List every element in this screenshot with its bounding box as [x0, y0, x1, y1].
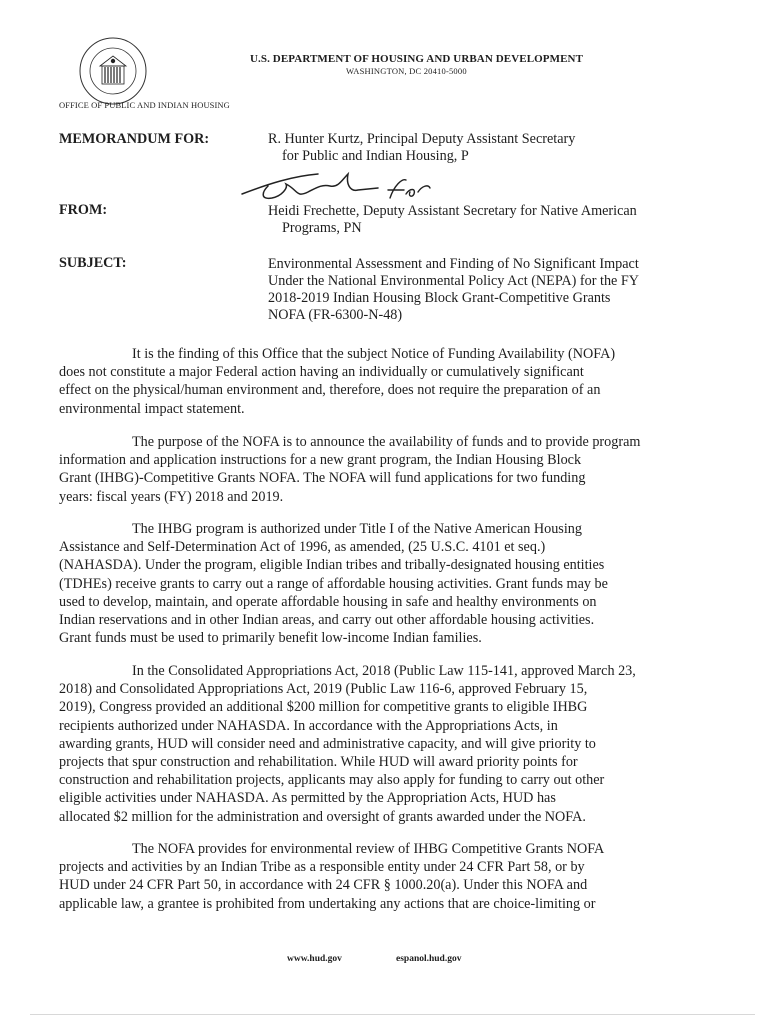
paragraph-line: used to develop, maintain, and operate affordable housing in safe and healthy environments on: [59, 593, 597, 610]
department-name: U.S. DEPARTMENT OF HOUSING AND URBAN DEVELOPMENT: [250, 53, 584, 65]
paragraph-line: Assistance and Self-Determination Act of 1996, as amended, (25 U.S.C. 4101 et seq.): [59, 539, 546, 556]
body-paragraph-5: [59, 840, 681, 913]
paragraph-line: HUD under 24 CFR Part 50, in accordance with 24 CFR § 1000.20(a). Under this NOFA and: [59, 877, 588, 894]
paragraph-line: It is the finding of this Office that the subject Notice of Funding Availability (NOFA): [132, 346, 616, 362]
paragraph-line: environmental impact statement.: [59, 400, 245, 417]
scan-edge-divider: [30, 1014, 755, 1015]
paragraph-line: projects that spur construction and rehabilitation. While HUD will award priority points for: [59, 754, 578, 771]
paragraph-line: years: fiscal years (FY) 2018 and 2019.: [59, 488, 284, 505]
paragraph-line: (NAHASDA). Under the program, eligible Indian tribes and tribally-designated housing entities: [59, 557, 605, 574]
paragraph-line: projects and activities by an Indian Tribe as a responsible entity under 24 CFR Part 58, or by: [59, 859, 585, 876]
paragraph-line: recipients authorized under NAHASDA. In accordance with the Appropriations Acts, in: [59, 717, 558, 734]
paragraph-line: 2018) and Consolidated Appropriations Act, 2019 (Public Law 116-6, approved February 15,: [59, 681, 588, 698]
body-paragraph-4: [59, 662, 681, 826]
body-paragraph-3: [59, 520, 681, 647]
subject-line: NOFA (FR-6300-N-48): [268, 307, 403, 323]
subject-line: 2018-2019 Indian Housing Block Grant-Competitive Grants: [268, 290, 611, 306]
paragraph-line: Grant (IHBG)-Competitive Grants NOFA. The NOFA will fund applications for two funding: [59, 470, 586, 487]
paragraph-line: eligible activities under NAHASDA. As permitted by the Appropriation Acts, HUD has: [59, 790, 556, 807]
sender-line-1: Heidi Frechette, Deputy Assistant Secretary for Native American: [268, 203, 637, 219]
paragraph-line: The IHBG program is authorized under Title I of the Native American Housing: [132, 521, 582, 537]
from-label: FROM:: [59, 202, 108, 218]
subject-label: SUBJECT:: [59, 255, 127, 271]
paragraph-line: effect on the physical/human environment and, therefore, does not require the preparation of an: [59, 382, 601, 399]
paragraph-line: information and application instructions for a new grant program, the Indian Housing Block: [59, 452, 582, 469]
paragraph-line: does not constitute a major Federal action having an individually or cumulatively significant: [59, 364, 584, 381]
paragraph-line: 2019), Congress provided an additional $200 million for competitive grants to eligible IHBG: [59, 699, 588, 716]
body-paragraph-1: [59, 345, 681, 418]
department-address: WASHINGTON, DC 20410-5000: [346, 66, 467, 76]
body-paragraph-2: [59, 433, 681, 506]
subject-value: [268, 256, 639, 324]
paragraph-line: The purpose of the NOFA is to announce the availability of funds and to provide program: [132, 434, 641, 450]
footer-link-espanol[interactable]: espanol.hud.gov: [396, 954, 462, 964]
subject-line: Environmental Assessment and Finding of No Significant Impact: [268, 256, 639, 272]
paragraph-line: The NOFA provides for environmental review of IHBG Competitive Grants NOFA: [132, 841, 605, 857]
recipient-line-1: R. Hunter Kurtz, Principal Deputy Assistant Secretary: [268, 131, 576, 147]
memorandum-for-label: MEMORANDUM FOR:: [59, 131, 210, 147]
subject-line: Under the National Environmental Policy Act (NEPA) for the FY: [268, 273, 640, 289]
office-name: OFFICE OF PUBLIC AND INDIAN HOUSING: [59, 100, 230, 110]
paragraph-line: construction and rehabilitation projects, applicants may also apply for funding to carry out other: [59, 772, 605, 789]
footer-link-hud[interactable]: www.hud.gov: [287, 954, 342, 964]
paragraph-line: Indian reservations and in other Indian areas, and carry out other affordable housing activities.: [59, 612, 595, 629]
paragraph-line: applicable law, a grantee is prohibited from undertaking any actions that are choice-limiting or: [59, 895, 596, 912]
paragraph-line: awarding grants, HUD will consider need and administrative capacity, and will give priority to: [59, 735, 596, 752]
paragraph-line: allocated $2 million for the administration and oversight of grants awarded under the NOFA.: [59, 808, 586, 825]
paragraph-line: In the Consolidated Appropriations Act, 2018 (Public Law 115-141, approved March 23,: [132, 663, 636, 679]
sender-line-2: Programs, PN: [282, 220, 362, 236]
paragraph-line: (TDHEs) receive grants to carry out a range of affordable housing activities. Grant funds may be: [59, 575, 608, 592]
paragraph-line: Grant funds must be used to primarily benefit low-income Indian families.: [59, 630, 482, 647]
hud-seal-logo: [78, 36, 148, 106]
from-value: [268, 203, 637, 237]
recipient-line-2: for Public and Indian Housing, P: [282, 148, 469, 164]
